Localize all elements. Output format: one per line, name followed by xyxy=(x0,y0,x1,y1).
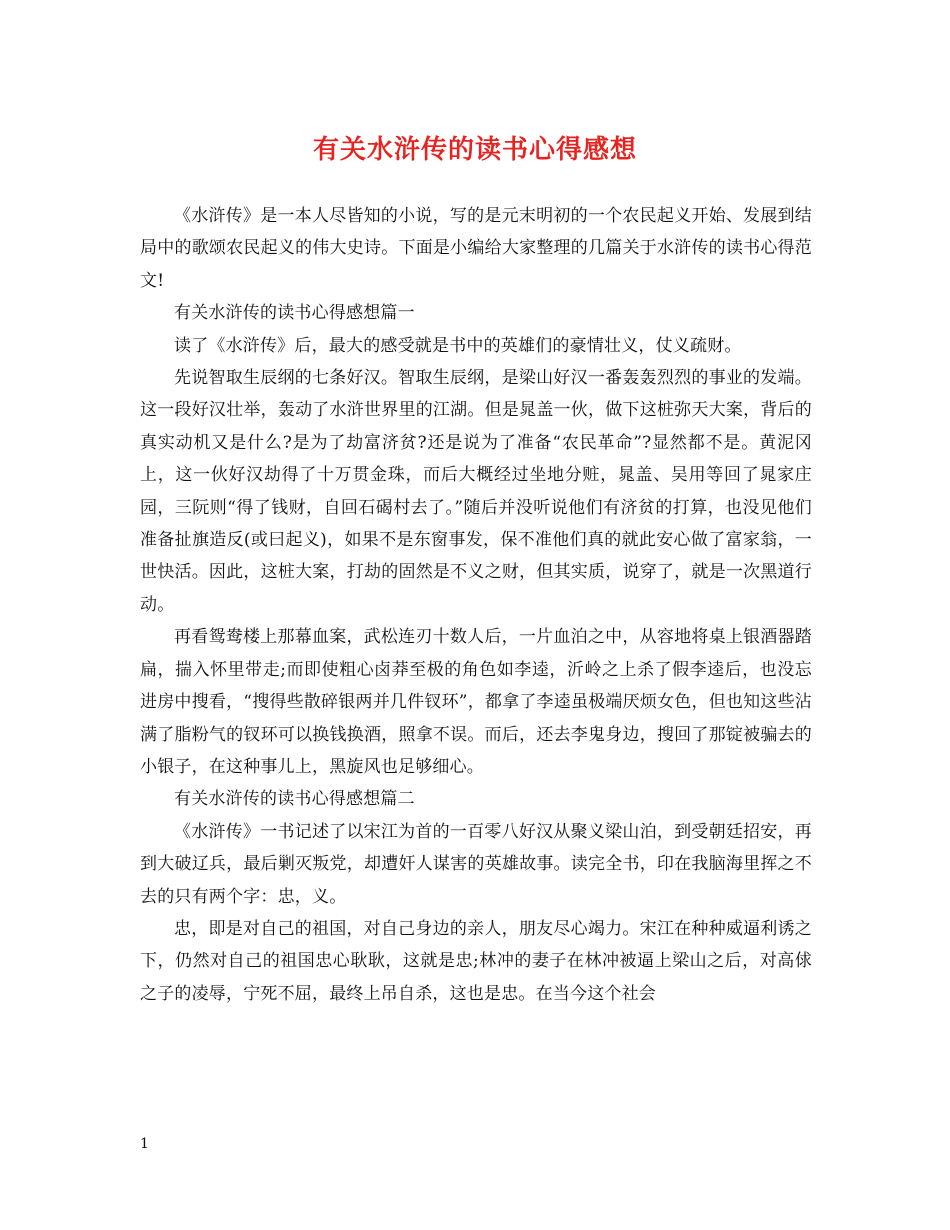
section-heading-one: 有关水浒传的读书心得感想篇一 xyxy=(174,303,415,324)
section-heading-two: 有关水浒传的读书心得感想篇二 xyxy=(174,789,415,810)
document-body xyxy=(140,200,812,1010)
intro-paragraph: 《水浒传》是一本人尽皆知的小说，写的是元末明初的一个农民起义开始、发展到结局中的歌颂农民起义的伟大史诗。下面是小编给大家整理的几篇关于水浒传的读书心得范文! xyxy=(140,206,812,291)
paragraph: 《水浒传》一书记述了以宋江为首的一百零八好汉从聚义梁山泊，到受朝廷招安，再到大破辽兵，最后剿灭叛党，却遭奸人谋害的英雄故事。读完全书，印在我脑海里挥之不去的只有两个字：忠，义。 xyxy=(140,821,812,907)
paragraph: 忠，即是对自己的祖国，对自己身边的亲人，朋友尽心竭力。宋江在种种威逼利诱之下，仍然对自己的祖国忠心耿耿，这就是忠;林冲的妻子在林冲被逼上梁山之后，对高俅之子的凌辱，宁死不屈，最终上吊自杀，这也是忠。在当今这个社会 xyxy=(140,918,812,1004)
paragraph: 再看鸳鸯楼上那幕血案，武松连刃十数人后，一片血泊之中，从容地将桌上银酒器踏扁，揣入怀里带走;而即使粗心卤莽至极的角色如李逵，沂岭之上杀了假李逵后，也没忘进房中搜看，“搜得些散碎银两并几件钗环”，都拿了李逵虽极端厌烦女色，但也知这些沾满了脂粉气的钗环可以换钱换酒，照拿不误。而后，还去李鬼身边，搜回了那锭被骗去的小银子，在这种事儿上，黑旋风也足够细心。 xyxy=(140,627,812,777)
page-number: 1 xyxy=(140,1136,149,1152)
document-title: 有关水浒传的读书心得感想 xyxy=(312,135,637,165)
paragraph: 先说智取生辰纲的七条好汉。智取生辰纲，是梁山好汉一番轰轰烈烈的事业的发端。这一段好汉壮举，轰动了水浒世界里的江湖。但是晁盖一伙，做下这桩弥天大案，背后的真实动机又是什么?是为了劫富济贫?还是说为了准备“农民革命”?显然都不是。黄泥冈上，这一伙好汉劫得了十万贯金珠，而后大概经过坐地分赃，晁盖、吴用等回了晁家庄园，三阮则“得了钱财，自回石碣村去了。”随后并没听说他们有济贫的打算，也没见他们准备扯旗造反(或曰起义)，如果不是东窗事发，保不准他们真的就此安心做了富家翁，一世快活。因此，这桩大案，打劫的固然是不义之财，但其实质，说穿了，就是一次黑道行动。 xyxy=(140,368,812,615)
paragraph: 读了《水浒传》后，最大的感受就是书中的英雄们的豪情壮义，仗义疏财。 xyxy=(174,335,742,356)
